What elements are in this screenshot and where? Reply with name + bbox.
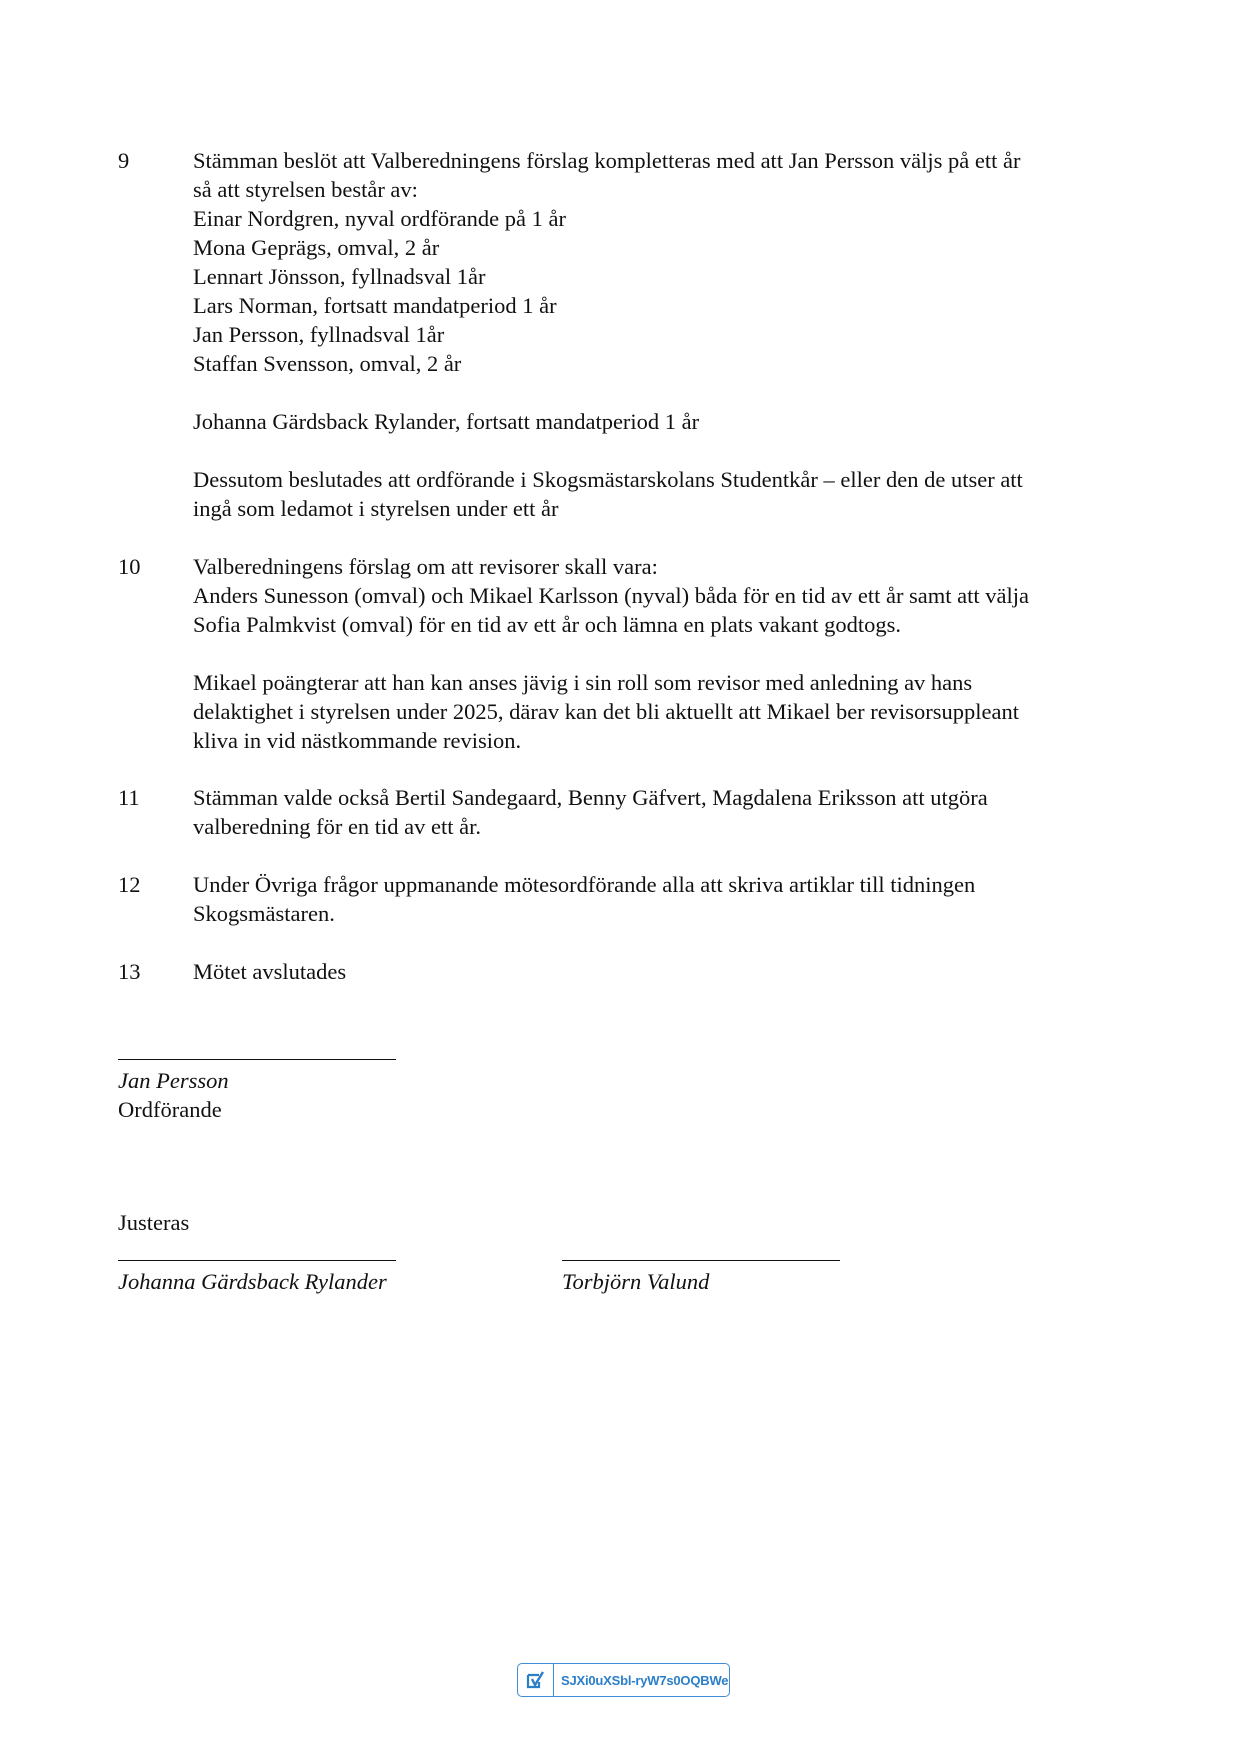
text-line: Mikael poängterar att han kan anses jävig i sin roll som revisor med anledning av hans bbox=[193, 670, 973, 695]
signature-line bbox=[118, 1059, 396, 1060]
board-member: Staffan Svensson, omval, 2 år bbox=[193, 351, 462, 376]
item-body bbox=[193, 552, 1153, 755]
item-number: 12 bbox=[118, 872, 141, 897]
text-line: Mötet avslutades bbox=[193, 959, 347, 984]
board-member: Johanna Gärdsback Rylander, fortsatt mandatperiod 1 år bbox=[193, 409, 700, 434]
item-number: 9 bbox=[118, 148, 130, 173]
text-line: Valberedningens förslag om att revisorer skall vara: bbox=[193, 554, 658, 579]
chair-signature-block bbox=[118, 1059, 396, 1124]
verification-id: SJXi0uXSbl-ryW7s0OQBWe bbox=[561, 1672, 729, 1688]
text-line: kliva in vid nästkommande revision. bbox=[193, 728, 522, 753]
check-document-icon bbox=[518, 1664, 554, 1696]
text-line: Anders Sunesson (omval) och Mikael Karlsson (nyval) båda för en tid av ett år samt att välja bbox=[193, 583, 1030, 608]
text-line: Dessutom beslutades att ordförande i Skogsmästarskolans Studentkår – eller den de utser att bbox=[193, 467, 1023, 492]
text-line: Stämman valde också Bertil Sandegaard, Benny Gäfvert, Magdalena Eriksson att utgöra bbox=[193, 785, 988, 810]
chair-name: Jan Persson bbox=[118, 1068, 229, 1093]
item-body bbox=[193, 870, 1153, 928]
board-member: Lennart Jönsson, fyllnadsval 1år bbox=[193, 264, 486, 289]
item-number: 11 bbox=[118, 785, 140, 810]
item-body bbox=[193, 783, 1153, 841]
verification-badge bbox=[517, 1663, 730, 1697]
text-line: Under Övriga frågor uppmanande mötesordförande alla att skriva artiklar till tidningen bbox=[193, 872, 976, 897]
item-body bbox=[193, 146, 1153, 523]
signature-line bbox=[562, 1260, 840, 1261]
adjust-label-block bbox=[118, 1208, 189, 1237]
item-number: 13 bbox=[118, 959, 141, 984]
text-line: valberedning för en tid av ett år. bbox=[193, 814, 482, 839]
board-member: Lars Norman, fortsatt mandatperiod 1 år bbox=[193, 293, 557, 318]
text-line: ingå som ledamot i styrelsen under ett år bbox=[193, 496, 559, 521]
adjuster-1-signature-block bbox=[118, 1260, 396, 1296]
text-line: Stämman beslöt att Valberedningens förslag kompletteras med att Jan Persson väljs på ett år bbox=[193, 148, 1021, 173]
board-member: Einar Nordgren, nyval ordförande på 1 år bbox=[193, 206, 566, 231]
adjuster-2-signature-block bbox=[562, 1260, 840, 1296]
adjust-label: Justeras bbox=[118, 1210, 190, 1235]
text-line: Skogsmästaren. bbox=[193, 901, 335, 926]
item-number: 10 bbox=[118, 554, 141, 579]
board-member: Jan Persson, fyllnadsval 1år bbox=[193, 322, 445, 347]
chair-role: Ordförande bbox=[118, 1097, 222, 1122]
text-line: Sofia Palmkvist (omval) för en tid av ett år och lämna en plats vakant godtogs. bbox=[193, 612, 901, 637]
item-body bbox=[193, 957, 1153, 986]
adjuster-1-name: Johanna Gärdsback Rylander bbox=[118, 1269, 387, 1294]
board-member: Mona Geprägs, omval, 2 år bbox=[193, 235, 440, 260]
text-line: så att styrelsen består av: bbox=[193, 177, 418, 202]
signature-line bbox=[118, 1260, 396, 1261]
adjuster-2-name: Torbjörn Valund bbox=[562, 1269, 710, 1294]
text-line: delaktighet i styrelsen under 2025, därav kan det bli aktuellt att Mikael ber revisorsuppleant bbox=[193, 699, 1020, 724]
